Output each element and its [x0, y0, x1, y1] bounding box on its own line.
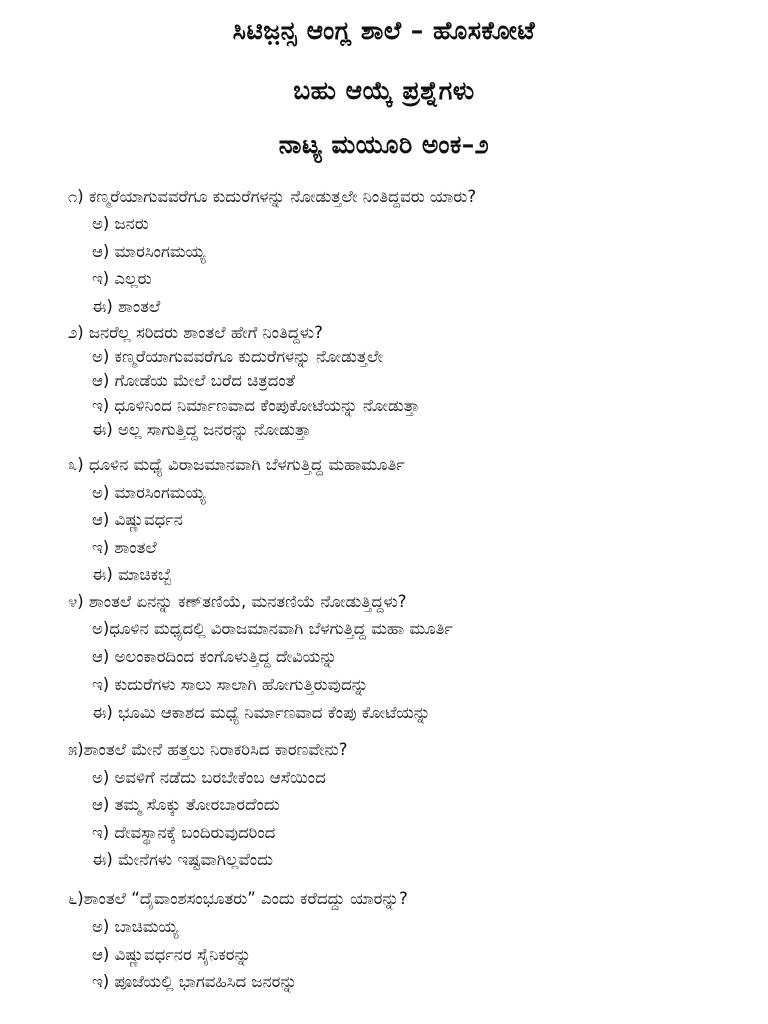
question-4: ೪) ಶಾಂತಲೆ ಏನನ್ನು ಕಣ್‌ತಣಿಯೆ, ಮನತಣಿಯೆ ನೋಡುತ್ತಿದ್ದಳು? — [68, 592, 407, 611]
subtitle-heading: ಬಹು ಆಯ್ಕೆ ಪ್ರಶ್ನೆಗಳು — [293, 76, 475, 105]
lesson-title: ನಾಟ್ಯ ಮಯೂರಿ ಅಂಕ–೨ — [278, 130, 490, 159]
question-5-option-a: ಅ) ಅವಳಿಗೆ ನಡೆದು ಬರಬೇಕೆಂಬ ಆಸೆಯಿಂದ — [92, 768, 326, 787]
question-4-option-b: ಆ) ಅಲಂಕಾರದಿಂದ ಕಂಗೊಳುತ್ತಿದ್ದ ದೇವಿಯನ್ನು — [92, 647, 337, 666]
question-2: ೨) ಜನರೆಲ್ಲ ಸರಿದರು ಶಾಂತಲೆ ಹೇಗೆ ನಿಂತಿದ್ದಳು? — [68, 323, 323, 342]
question-1-option-a: ಅ) ಜನರು — [92, 214, 149, 233]
question-4-option-a: ಅ)ಧೂಳಿನ ಮಧ್ಯದಲ್ಲಿ ವಿರಾಜಮಾನವಾಗಿ ಬೆಳಗುತ್ತಿದ್ದ ಮಹಾ ಮೂರ್ತಿ — [92, 619, 453, 638]
question-3-option-d: ಈ) ಮಾಚಿಕಬ್ಬೆ — [92, 565, 172, 584]
question-2-option-d: ಈ) ಅಲ್ಲ ಸಾಗುತ್ತಿದ್ದ ಜನರನ್ನು ನೋಡುತ್ತಾ — [92, 420, 311, 439]
question-3-option-b: ಆ) ವಿಷ್ಣುವರ್ಧನ — [92, 510, 183, 529]
question-1-option-c: ಇ) ಎಲ್ಲರು — [92, 269, 152, 288]
question-4-option-c: ಇ) ಕುದುರೆಗಳು ಸಾಲು ಸಾಲಾಗಿ ಹೋಗುತ್ತಿರುವುದನ್ನು — [92, 675, 369, 694]
question-3-option-c: ಇ) ಶಾಂತಲೆ — [92, 538, 157, 557]
question-6: ೬)ಶಾಂತಲೆ “ದೈವಾಂಶಸಂಭೂತರು” ಎಂದು ಕರೆದದ್ದು ಯಾರನ್ನು? — [68, 889, 408, 908]
question-5-option-d: ಈ) ಮೇನೆಗಳು ಇಷ್ಟವಾಗಿಲ್ಲವೆಂದು — [92, 850, 274, 869]
question-5-option-b: ಆ) ತಮ್ಮ ಸೊಕ್ಕು ತೋರಬಾರದೆಂದು — [92, 795, 280, 814]
question-1-option-d: ಈ) ಶಾಂತಲೆ — [92, 297, 161, 316]
question-2-option-a: ಅ) ಕಣ್ಮರೆಯಾಗುವವರೆಗೂ ಕುದುರೆಗಳನ್ನು ನೋಡುತ್ತಲೇ — [92, 347, 384, 366]
question-6-option-a: ಅ) ಬಾಚಿಮಯ್ಯ — [92, 917, 179, 936]
school-heading: ಸಿಟಿಜ಼ನ್ಸ ಆಂಗ್ಲ ಶಾಲೆ – ಹೊಸಕೋಟೆ — [232, 16, 536, 45]
question-3-option-a: ಅ) ಮಾರಸಿಂಗಮಯ್ಯ — [92, 483, 206, 502]
question-5: ೫)ಶಾಂತಲೆ ಮೇನೆ ಹತ್ತಲು ನಿರಾಕರಿಸಿದ ಕಾರಣವೇನು? — [68, 740, 348, 759]
question-2-option-b: ಆ) ಗೋಡೆಯ ಮೇಲೆ ಬರೆದ ಚಿತ್ರದಂತೆ — [92, 371, 296, 390]
question-5-option-c: ಇ) ದೇವಸ್ಥಾನಕ್ಕೆ ಬಂದಿರುವುದರಿಂದ — [92, 823, 276, 842]
question-6-option-b: ಆ) ವಿಷ್ಣುವರ್ಧನರ ಸೈನಿಕರನ್ನು — [92, 945, 252, 964]
question-6-option-c: ಇ) ಪೂಜೆಯಲ್ಲಿ ಭಾಗವಹಿಸಿದ ಜನರನ್ನು — [92, 972, 298, 991]
question-1-option-b: ಆ) ಮಾರಸಿಂಗಮಯ್ಯ — [92, 242, 206, 261]
question-1: ೧) ಕಣ್ಮರೆಯಾಗುವವರೆಗೂ ಕುದುರೆಗಳನ್ನು ನೋಡುತ್ತಲೇ ನಿಂತಿದ್ದವರು ಯಾರು? — [68, 187, 477, 206]
question-4-option-d: ಈ) ಭೂಮಿ ಆಕಾಶದ ಮಧ್ಯೆ ನಿರ್ಮಾಣವಾದ ಕೆಂಪು ಕೋಟೆಯನ್ನು — [92, 703, 431, 722]
question-2-option-c: ಇ) ಧೂಳಿನಿಂದ ನಿರ್ಮಾಣವಾದ ಕೆಂಪುಕೋಟೆಯನ್ನು ನೋಡುತ್ತಾ — [92, 396, 420, 415]
question-3: ೩) ಧೂಳಿನ ಮಧ್ಯೆ ವಿರಾಜಮಾನವಾಗಿ ಬೆಳಗುತ್ತಿದ್ದ ಮಹಾಮೂರ್ತಿ — [68, 455, 405, 474]
